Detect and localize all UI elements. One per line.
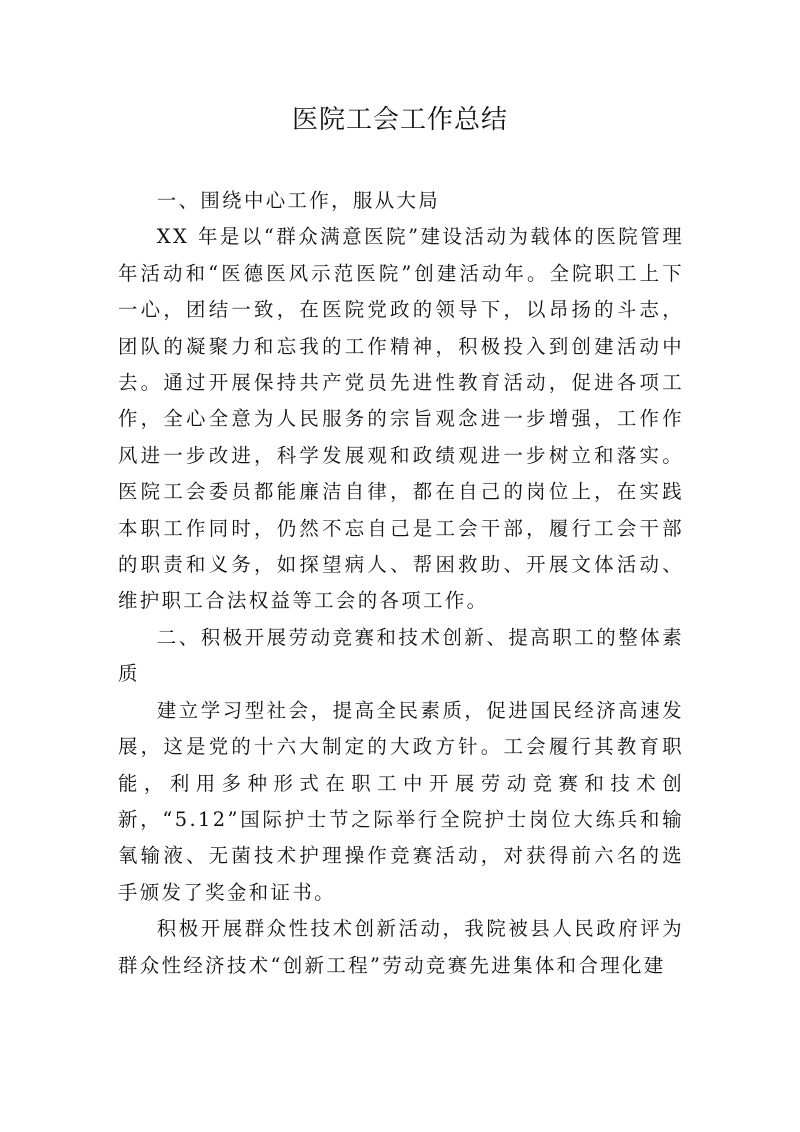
section-heading-2: 二、积极开展劳动竞赛和技术创新、提高职工的整体素质 <box>118 625 684 686</box>
body-paragraph-3: 积极开展群众性技术创新活动，我院被县人民政府评为群众性经济技术“创新工程”劳动竞赛先进集体和合理化建 <box>118 917 684 977</box>
document-body <box>118 183 684 984</box>
body-paragraph-1: XX 年是以“群众满意医院”建设活动为载体的医院管理年活动和“医德医风示范医院”创建活动年。全院职工上下一心，团结一致，在医院党政的领导下，以昂扬的斗志，团队的凝聚力和忘我的工作精神，积极投入到创建活动中去。通过开展保持共产党员先进性教育活动，促进各项工作，全心全意为人民服务的宗旨观念进一步增强，工作作风进一步改进，科学发展观和政绩观进一步树立和落实。医院工会委员都能廉洁自律，都在自己的岗位上，在实践本职工作同时，仍然不忘自己是工会干部，履行工会干部的职责和义务，如探望病人、帮困救助、开展文体活动、维护职工合法权益等工会的各项工作。 <box>118 225 684 613</box>
document-title: 医院工会工作总结 <box>291 105 508 135</box>
section-heading-1: 一、围绕中心工作，服从大局 <box>156 189 441 212</box>
body-paragraph-2: 建立学习型社会，提高全民素质，促进国民经济高速发展，这是党的十六大制定的大政方针。工会履行其教育职能，利用多种形式在职工中开展劳动竞赛和技术创新，“5.12”国际护士节之际举行全院护士岗位大练兵和输氧输液、无菌技术护理操作竞赛活动，对获得前六名的选手颁发了奖金和证书。 <box>118 698 684 904</box>
